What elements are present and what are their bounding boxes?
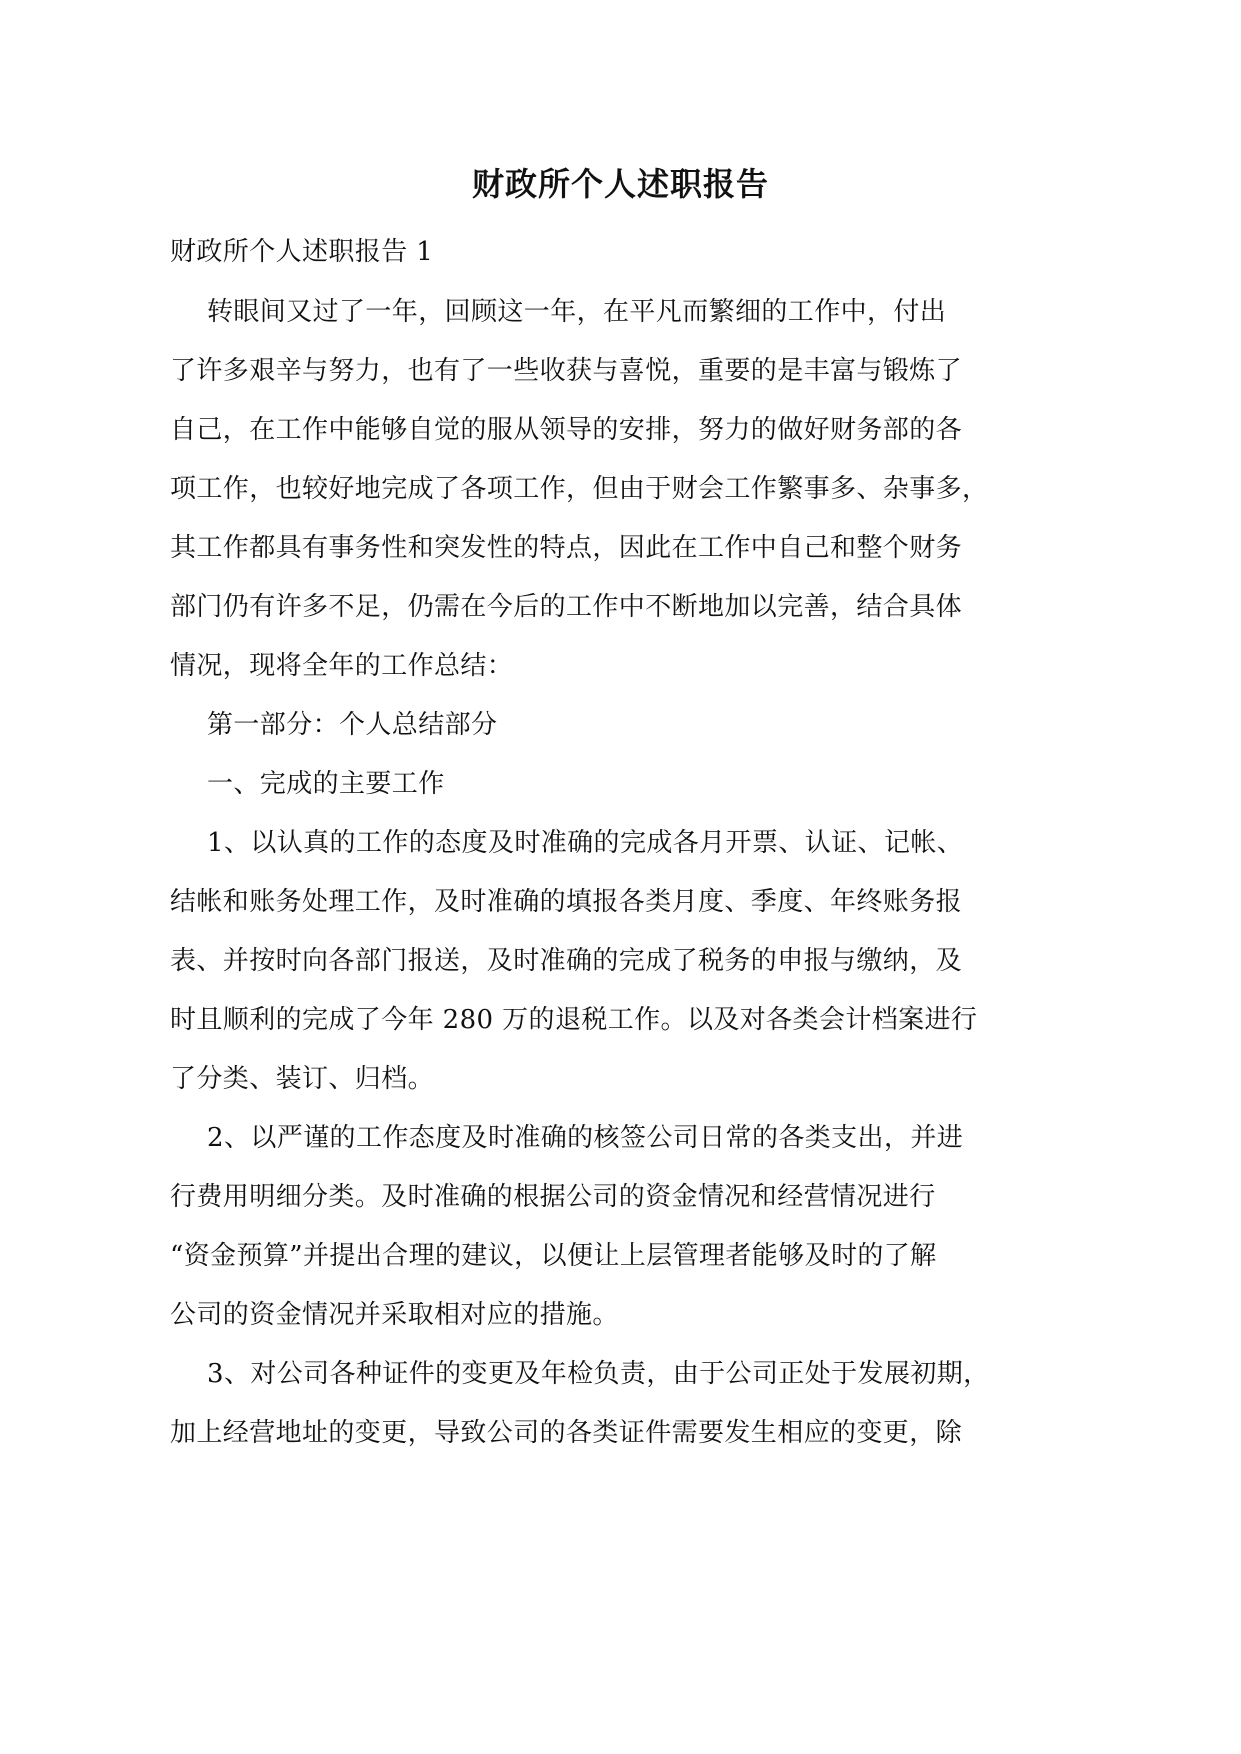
section-heading: 第一部分：个人总结部分 [207,710,498,740]
paragraph-line: 公司的资金情况并采取相对应的措施。 [170,1300,619,1330]
document-title: 财政所个人述职报告 [471,165,769,203]
paragraph-line: 转眼间又过了一年，回顾这一年，在平凡而繁细的工作中，付出 [207,297,947,327]
paragraph-line: 2、以严谨的工作态度及时准确的核签公司日常的各类支出，并进 [207,1123,964,1153]
paragraph-line: 了分类、装订、归档。 [170,1064,435,1094]
subsection-heading: 一、完成的主要工作 [207,769,445,799]
paragraph-line: 行费用明细分类。及时准确的根据公司的资金情况和经营情况进行 [170,1182,936,1212]
paragraph-line: 情况，现将全年的工作总结： [170,651,514,681]
paragraph-line: 1、以认真的工作的态度及时准确的完成各月开票、认证、记帐、 [207,828,964,858]
paragraph-line: 自己，在工作中能够自觉的服从领导的安排，努力的做好财务部的各 [170,415,963,445]
paragraph-line: 了许多艰辛与努力，也有了一些收获与喜悦，重要的是丰富与锻炼了 [170,356,963,386]
paragraph-line: 时且顺利的完成了今年 280 万的退税工作。以及对各类会计档案进行 [170,1005,978,1035]
paragraph-line: 表、并按时向各部门报送，及时准确的完成了税务的申报与缴纳，及 [170,946,963,976]
paragraph-line: 结帐和账务处理工作，及时准确的填报各类月度、季度、年终账务报 [170,887,963,917]
paragraph-line: 部门仍有许多不足，仍需在今后的工作中不断地加以完善，结合具体 [170,592,963,622]
paragraph-line: “资金预算”并提出合理的建议，以便让上层管理者能够及时的了解 [170,1241,937,1271]
paragraph-line: 项工作，也较好地完成了各项工作，但由于财会工作繁事多、杂事多， [170,474,989,504]
paragraph-line: 3、对公司各种证件的变更及年检负责，由于公司正处于发展初期， [207,1359,990,1389]
document-subtitle: 财政所个人述职报告 1 [170,237,434,267]
paragraph-line: 加上经营地址的变更，导致公司的各类证件需要发生相应的变更，除 [170,1418,963,1448]
paragraph-line: 其工作都具有事务性和突发性的特点，因此在工作中自己和整个财务 [170,533,963,563]
